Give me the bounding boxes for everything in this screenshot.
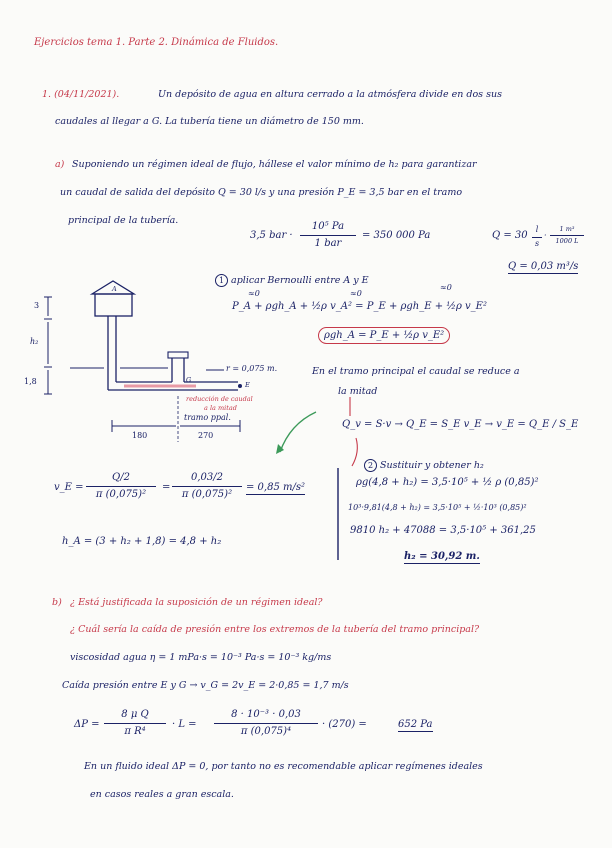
reduction-note-line1: reducción de caudal [186,395,253,403]
reduction-note-line2: a la mitad [204,404,237,412]
substitution-line2: 10³·9,81(4,8 + h₂) = 3,5·10⁵ + ½·10³ (0,85)² [348,503,527,512]
dp-result: 652 Pa [398,719,433,730]
part-b-question1: ¿ Está justificada la suposición de un régimen ideal? [70,597,323,608]
substitution-line1: ρg(4,8 + h₂) = 3,5·10⁵ + ½ ρ (0,85)² [356,477,539,488]
dp-fraction1 [104,708,166,738]
part-a-line1: Suponiendo un régimen ideal de flujo, hállese el valor mínimo de h₂ para garantizar [72,159,477,170]
conclusion-line1: En un fluido ideal ΔP = 0, por tanto no es recomendable aplicar regímenes ideales [84,761,483,772]
dp-den2: π (0,075)⁴ [240,725,292,737]
part-a-label: a) [55,159,65,170]
dp-tail: · (270) = [322,719,367,730]
dp-mul: · L = [172,719,197,730]
flow-conv-unit1-den: s [534,238,540,248]
flow-conv-unit2-den: 1000 L [555,236,579,245]
point-e-label: E [245,381,250,389]
ve-calc-num2: 0,03/2 [191,472,223,483]
problem-statement-line2: caudales al llegar a G. La tubería tiene un diámetro de 150 mm. [55,116,364,127]
viscosity-line: viscosidad agua η = 1 mPa·s = 10⁻³ Pa·s = 10⁻³ kg/ms [70,652,332,663]
dp-lhs: ΔP = [74,719,100,730]
part-b-question2: ¿ Cuál sería la caída de presión entre los extremos de la tubería del tramo principal? [70,624,480,635]
flow-conv-unit1-num: l [535,225,539,234]
point-a-label: A [112,285,117,293]
step2-label: Sustituir y obtener h₂ [380,460,484,471]
zero-mark-1: ≈0 [248,289,260,298]
conclusion-line2: en casos reales a gran escala. [90,789,234,800]
step1-label: aplicar Bernoulli entre A y E [231,275,369,286]
pressure-conv-num: 10⁵ Pa [311,221,345,232]
dim-top-label: 3 [34,301,40,310]
substitution-line3: 9810 h₂ + 47088 = 3,5·10⁵ + 361,25 [350,525,536,536]
point-g-label: G [186,376,192,384]
dim-h2-label: h₂ [30,337,39,346]
flow-conv-unit2-num: 1 m³ [559,225,575,233]
dim-270-label: 270 [198,431,214,440]
pressure-conv-den: 1 bar [314,237,342,249]
part-b-label: b) [52,597,62,608]
dp-den1: π R⁴ [124,725,146,737]
tank-body [95,294,132,316]
continuity-eq: Q_v = S·v → Q_E = S_E v_E → v_E = Q_E / S_E [342,419,579,430]
red-arrow-step2 [352,438,357,466]
bernoulli-reduced-box: ρgh_A = P_E + ½ρ v_E² [318,327,450,344]
ha-expression: h_A = (3 + h₂ + 1,8) = 4,8 + h₂ [62,536,222,547]
ve-calc-num1: Q/2 [112,472,130,483]
pressure-conv-result: = 350 000 Pa [362,230,431,241]
point-e-dot [238,384,242,388]
step1-number: 1 [215,274,228,287]
flow-conv-lhs: Q = 30 [492,230,528,241]
problem-number-date: 1. (04/11/2021). [42,89,120,100]
ve-calc-result: = 0,85 m/s² [246,482,305,493]
tramo-label: tramo ppal. [184,413,231,422]
pressure-conv-lhs: 3,5 bar · [250,230,293,241]
flow-conv-result: Q = 0,03 m³/s [508,261,579,272]
flow-conv-dot: · [544,231,547,240]
bernoulli-full: P_A + ρgh_A + ½ρ v_A² = P_E + ρgh_E + ½ρ v_E² [232,301,487,312]
ve-calc-den2: π (0,075)² [181,488,233,500]
h2-result: h₂ = 30,92 m. [404,551,480,562]
zero-mark-3: ≈0 [440,283,452,292]
dp-num2: 8 · 10⁻³ · 0,03 [231,709,301,720]
pressure-drop-line: Caída presión entre E y G → v_G = 2v_E = 2·0,85 = 1,7 m/s [62,680,349,691]
page-title: Ejercicios tema 1. Parte 2. Dinámica de Fluidos. [34,37,279,48]
branch-cap [168,352,188,358]
part-a-line3: principal de la tubería. [68,215,179,226]
note-line1: En el tramo principal el caudal se reduce a [312,366,520,377]
dp-fraction2 [214,708,318,738]
part-a-line2: un caudal de salida del depósito Q = 30 l/s y una presión P_E = 3,5 bar en el tramo [60,187,463,198]
ve-calc-den1: π (0,075)² [95,488,147,500]
note-line2: la mitad [338,386,378,397]
ve-calc-lhs: v_E = [54,482,84,493]
green-arrow [280,412,316,452]
radius-label: r = 0,075 m. [226,364,278,373]
zero-mark-2: ≈0 [350,289,362,298]
dim-180-label: 180 [132,431,148,440]
ve-calc-eq: = [162,482,171,493]
dim-bottom-label: 1,8 [24,377,37,386]
dp-num1: 8 μ Q [121,709,149,720]
problem-statement-line1: Un depósito de agua en altura cerrado a la atmósfera divide en dos sus [158,89,502,100]
step2-number: 2 [364,459,377,472]
